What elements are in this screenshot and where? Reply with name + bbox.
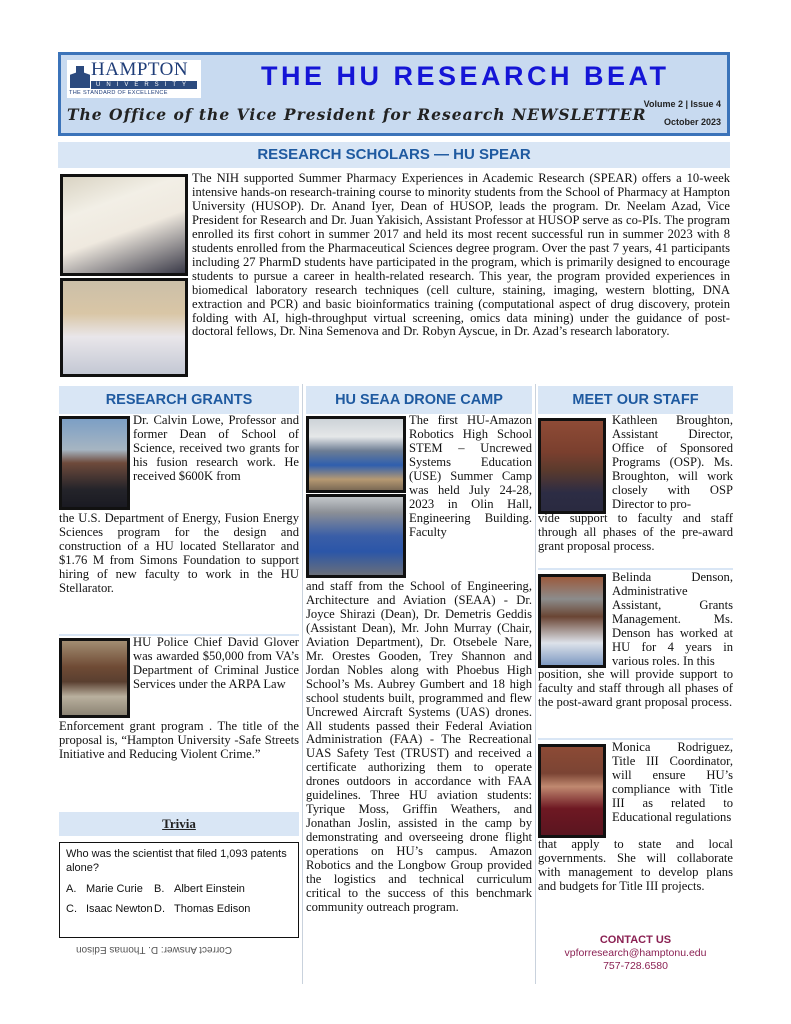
spear-article-body: The NIH supported Summer Pharmacy Experiences in Academic Research (SPEAR) offers a 10-week intensive hands-on research-training course to minority students from the School of Pharmacy at Hampton University (HUSOP). Dr. Anand Iyer, Dean of HUSOP, leads the program. Dr. Neelam Azad, Vice President for Research and Dr. Juan Yakisich, Assistant Professor at HUSOP serve as co-PIs. The program enrolled its first cohort in summer 2017 and held its most recent successful run in summer 2023 with 8 students enrolled from the Pharmaceutical Sciences degree program. Over the past 7 years, 41 participants including 27 PharmD students have participated in the program, which is primarily designed to encourage students to pursue a career in health-related research. This year, the program provided experiences in biomedical laboratory research techniques (cell culture, staining, imaging, western blotting, DNA extraction and PCR) and basic bioinformatics training (computational aspect of drug discovery, protein folding with AI, high-throughput virtual screening, omics data mining) under the guidance of post-doctoral fellows, Dr. Nina Semenova and Dr. Robyn Ayscue, in Dr. Azad’s research laboratory. — [192, 171, 730, 339]
trivia-box — [59, 842, 299, 938]
issue-date: October 2023 — [663, 117, 721, 127]
tower-icon — [70, 66, 90, 88]
drone-camp-body: and staff from the School of Engineering, Architecture and Aviation (SEAA) - Dr. Joyce Shirazi (Dean), Dr. Demetris Geddis (Assistant Dean), Mr. John Murray (Chair, Aviation Department), Dr. Otsebele Nare, Mr. Orestes Gooden, Trey Shannon and Jordan Nobles along with Phoebus High School’s Ms. Aubrey Gumbert and 18 high school students built, programmed and flew Uncrewed Aircraft Systems (UAS) drones. All students passed their Federal Aviation Administration (FAA) - The Recreational UAS Safety Test (TRUST) and received a certificate authorizing them to operate drones outdoors in accordance with FAA guidelines. Three HU aviation students: Tyrique Moss, Griffin Weathers, and Jonathan Joslin, assisted in the camp by demonstrating and overseeing drone flight operations on HU’s campus. Amazon Robotics and the Longbow Group provided the logistics and technical curriculum critical to the success of this benchmark community outreach program. — [306, 579, 532, 914]
column-divider — [302, 384, 303, 984]
staff-3-intro: Monica Rodriguez, Title III Coordinator, will ensure HU’s compliance with Title III as related to Educational regulations — [612, 740, 733, 824]
trivia-option-b — [154, 879, 245, 899]
trivia-answer-upside-down: Correct Answer: D. Thomas Edison — [76, 944, 232, 955]
kathleen-broughton-photo — [538, 418, 606, 514]
drone-camp-classroom-photo — [306, 416, 406, 493]
staff-3-body: that apply to state and local governments. She will collaborate with management to develop plans and budgets for Title III projects. — [538, 837, 733, 893]
contact-email[interactable]: vpforresearch@hamptonu.edu — [564, 947, 707, 959]
staff-1-intro: Kathleen Broughton, Assistant Director, Office of Sponsored Programs (OSP). Ms. Broughton, will work closely with OSP Director to pro- — [612, 413, 733, 511]
option-key: B. — [154, 883, 165, 895]
logo-name: HAMPTON — [91, 59, 189, 80]
staff-1-body: vide support to faculty and staff through all phases of the pre-award grant proposal process. — [538, 511, 733, 553]
logo-tagline: THE STANDARD OF EXCELLENCE — [69, 90, 168, 96]
trivia-heading: Trivia — [59, 812, 299, 836]
monica-rodriguez-photo — [538, 744, 606, 838]
drone-camp-group-photo — [306, 494, 406, 578]
trivia-option-c — [66, 899, 154, 919]
option-label: Isaac Newton — [86, 903, 153, 915]
research-grants-heading: RESEARCH GRANTS — [59, 386, 299, 414]
drone-camp-intro: The first HU-Amazon Robotics High School STEM – Uncrewed Systems Education (USE) Summer Camp was held July 24-28, 2023 in Olin Hall, Engineering Building. Faculty — [409, 413, 532, 539]
hampton-university-logo — [67, 60, 201, 98]
belinda-denson-photo — [538, 574, 606, 668]
option-key: C. — [66, 903, 77, 915]
masthead — [58, 52, 730, 136]
option-label: Albert Einstein — [174, 883, 245, 895]
contact-phone[interactable]: 757-728.6580 — [603, 960, 668, 972]
contact-block — [538, 934, 733, 973]
grant-item-2-intro: HU Police Chief David Glover was awarded $50,000 from VA’s Department of Criminal Justice Services under the ARPA Law — [133, 635, 299, 691]
grant-item-1-body: the U.S. Department of Energy, Fusion Energy Sciences program for the design and construction of a HU located Stellarator and $1.76 M from Simons Foundation to support hiring of new faculty to work in the HU Stellarator. — [59, 511, 299, 595]
grant-item-1-intro: Dr. Calvin Lowe, Professor and former Dean of School of Science, received two grants for his fusion research work. He received $600K from — [133, 413, 299, 483]
spear-lab-photo-2 — [60, 278, 188, 377]
column-divider — [535, 384, 536, 984]
trivia-option-d — [154, 899, 250, 919]
volume-issue: Volume 2 | Issue 4 — [643, 99, 721, 109]
staff-2-intro: Belinda Denson, Administrative Assistant, Grants Management. Ms. Denson has worked at HU for 4 years in various roles. In this — [612, 570, 733, 668]
newsletter-subtitle: The Office of the Vice President for Research NEWSLETTER — [67, 105, 647, 124]
option-label: Thomas Edison — [174, 903, 251, 915]
contact-heading: CONTACT US — [599, 934, 672, 946]
david-glover-photo — [59, 638, 130, 718]
spear-heading: RESEARCH SCHOLARS — HU SPEAR — [58, 142, 730, 168]
trivia-question: Who was the scientist that filed 1,093 patents alone? — [66, 848, 287, 874]
logo-university: UNIVERSITY — [91, 81, 197, 89]
meet-our-staff-heading: MEET OUR STAFF — [538, 386, 733, 414]
staff-2-body: position, she will provide support to faculty and staff through all phases of the post-award grant proposal process. — [538, 667, 733, 709]
trivia-option-a — [66, 879, 154, 899]
drone-camp-heading: HU SEAA DRONE CAMP — [306, 386, 532, 414]
option-key: D. — [154, 903, 165, 915]
newsletter-title: THE HU RESEARCH BEAT — [261, 61, 670, 91]
option-label: Marie Curie — [86, 883, 143, 895]
calvin-lowe-photo — [59, 416, 130, 510]
option-key: A. — [66, 883, 77, 895]
grant-item-2-body: Enforcement grant program . The title of the proposal is, “Hampton University -Safe Streets Initiative and Reducing Violent Crime.” — [59, 719, 299, 761]
spear-lab-photo-1 — [60, 174, 188, 276]
